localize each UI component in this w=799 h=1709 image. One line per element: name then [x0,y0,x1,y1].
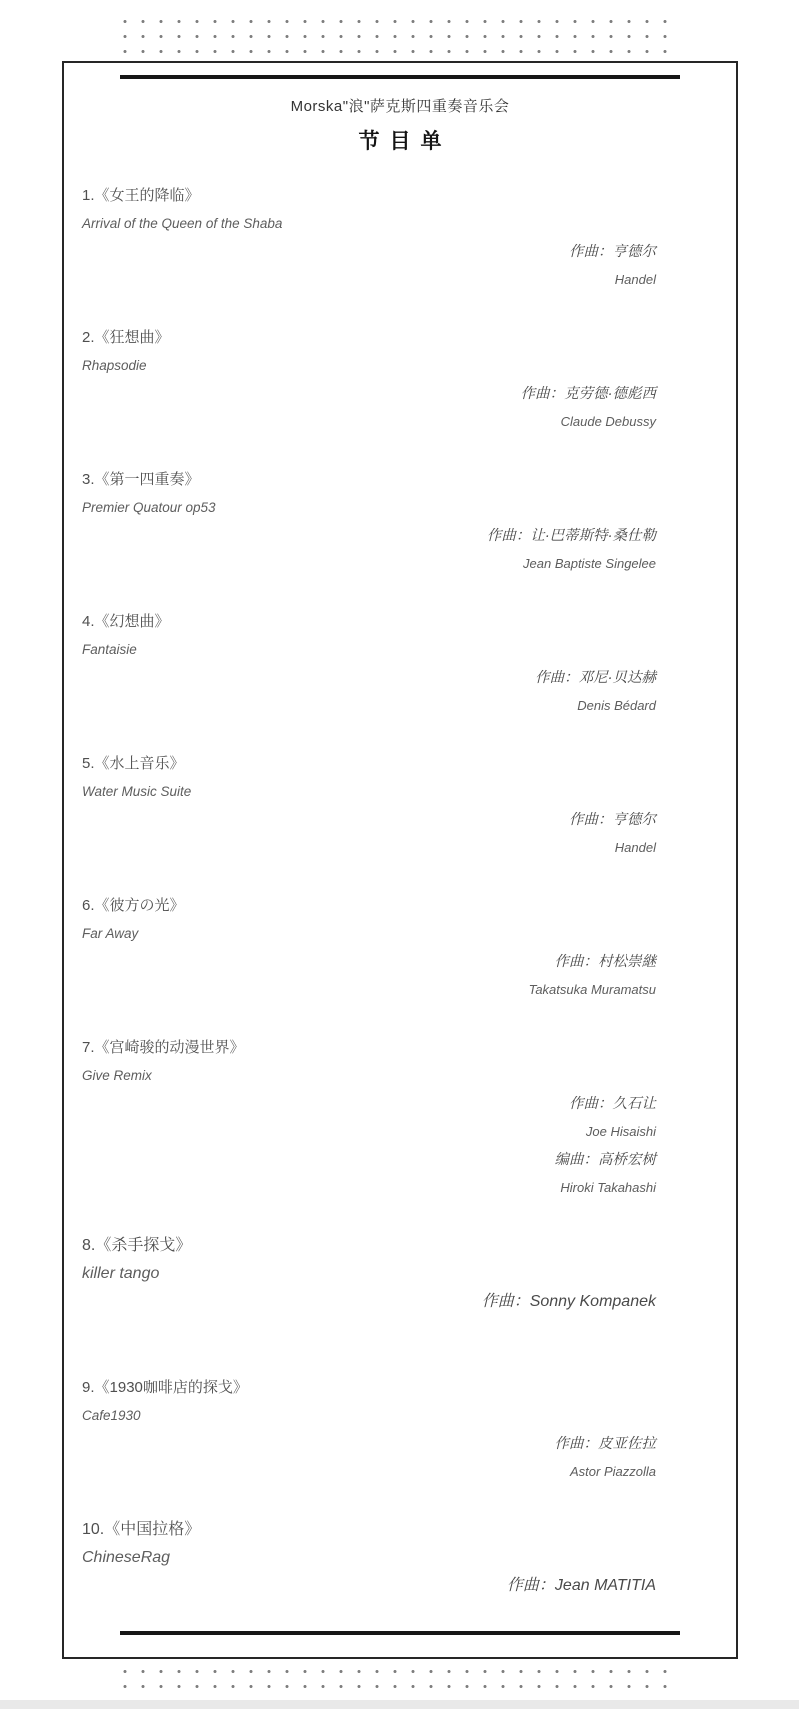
piece-title-en: Water Music Suite [82,784,192,799]
piece-title-cn: 3.《第一四重奏》 [82,471,200,488]
top-rule [120,75,680,79]
piece-title-cn: 6.《彼方の光》 [82,897,185,914]
composer-credit-cn: 作曲：Jean MATITIA [506,1577,656,1594]
composer-credit-cn: 作曲：皮亚佐拉 [554,1436,656,1452]
piece-title-en: Cafe1930 [82,1408,141,1423]
piece-title-cn: 2.《狂想曲》 [82,329,170,346]
piece-title-cn: 7.《宫崎骏的动漫世界》 [82,1039,245,1056]
program-item [82,892,656,1004]
composer-credit-en: Handel [614,272,656,287]
piece-title-cn: 4.《幻想曲》 [82,613,170,630]
program-item [82,1374,656,1486]
program-item [82,608,656,720]
dot-pattern-top [114,12,680,56]
composer-credit-en: Jean Baptiste Singelee [523,556,656,571]
program-item [82,1034,656,1202]
piece-title-en: Rhapsodie [82,358,147,373]
program-item [82,750,656,862]
piece-title-en: ChineseRag [82,1549,171,1566]
page-edge-strip [0,1700,799,1709]
composer-credit-en: Hiroki Takahashi [560,1180,656,1195]
program-item [82,1232,656,1344]
piece-title-en: Give Remix [82,1068,152,1083]
composer-credit-en: Denis Bédard [577,698,656,713]
composer-credit-cn: 作曲：克劳德·德彪西 [520,386,656,402]
program-frame [62,61,738,1659]
page-title: 节目单 [358,130,452,153]
piece-title-en: Far Away [82,926,139,941]
program-item [82,466,656,578]
composer-credit-cn: 作曲：村松崇継 [554,954,656,970]
concert-title: Morska"浪"萨克斯四重奏音乐会 [290,98,510,115]
composer-credit-cn: 作曲：久石让 [569,1096,656,1112]
piece-title-en: Premier Quatour op53 [82,500,216,515]
composer-credit-cn: 作曲：邓尼·贝达赫 [535,670,656,686]
composer-credit-cn: 编曲：高桥宏树 [554,1152,656,1168]
composer-credit-en: Takatsuka Muramatsu [528,982,656,997]
composer-credit-cn: 作曲：让·巴蒂斯特·桑仕勒 [486,528,656,544]
piece-title-en: Arrival of the Queen of the Shaba [82,216,283,231]
piece-title-cn: 9.《1930咖啡店的探戈》 [82,1379,248,1396]
composer-credit-en: Astor Piazzolla [570,1464,656,1479]
program-list [64,155,736,1628]
program-item [82,324,656,436]
program-item [82,1516,656,1628]
piece-title-cn: 8.《杀手探戈》 [82,1237,192,1254]
composer-credit-en: Joe Hisaishi [585,1124,656,1139]
composer-credit-cn: 作曲：亨德尔 [569,244,656,260]
piece-title-cn: 1.《女王的降临》 [82,187,200,204]
composer-credit-en: Handel [614,840,656,855]
piece-title-en: Fantaisie [82,642,137,657]
composer-credit-cn: 作曲：亨德尔 [569,812,656,828]
bottom-rule [120,1631,680,1635]
piece-title-en: killer tango [82,1265,160,1282]
program-item [82,182,656,294]
piece-title-cn: 10.《中国拉格》 [82,1521,201,1538]
piece-title-cn: 5.《水上音乐》 [82,755,185,772]
composer-credit-en: Claude Debussy [560,414,656,429]
composer-credit-cn: 作曲：Sonny Kompanek [481,1293,656,1310]
